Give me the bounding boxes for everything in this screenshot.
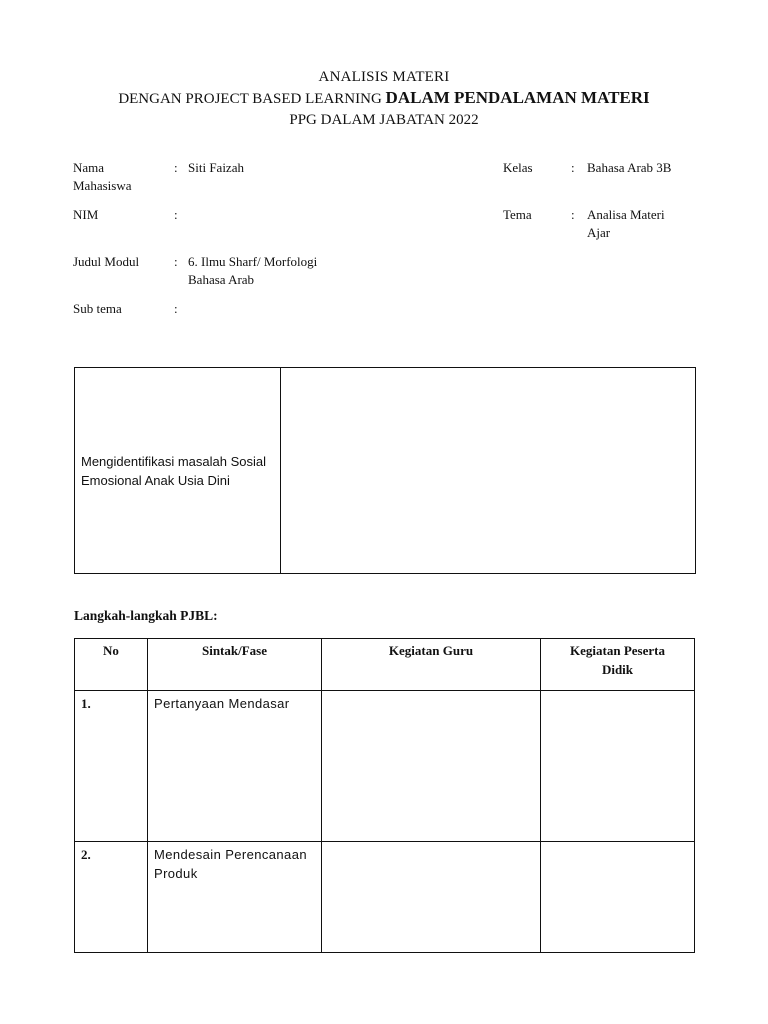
tema-value-2: Ajar — [587, 225, 611, 240]
title-line-2-bold: DALAM PENDALAMAN MATERI — [385, 88, 650, 107]
title-line-2-normal: DENGAN PROJECT BASED LEARNING — [118, 91, 386, 107]
analysis-box-label — [75, 368, 281, 574]
analysis-box — [74, 367, 696, 574]
nama-value: Siti Faizah — [188, 160, 244, 175]
table-row — [75, 842, 695, 953]
header-kegiatan-peserta-line-2: Didik — [601, 662, 634, 677]
tema-value: Analisa Materi — [587, 207, 665, 222]
row-phase-line-2: Produk — [154, 866, 198, 881]
title-line-3: PPG DALAM JABATAN 2022 — [289, 112, 479, 128]
analysis-box-label-line-1: Mengidentifikasi masalah Sosial — [81, 453, 266, 469]
nim-colon: : — [174, 207, 178, 222]
sub-tema-label: Sub tema — [73, 301, 122, 316]
row-kegiatan-peserta — [541, 691, 695, 842]
row-phase: Pertanyaan Mendasar — [148, 691, 322, 842]
row-phase — [148, 842, 322, 953]
row-no: 1. — [75, 691, 148, 842]
tema-colon: : — [571, 207, 575, 222]
pjbl-table — [74, 638, 695, 953]
row-kegiatan-guru — [322, 691, 541, 842]
header-sintak: Sintak/Fase — [148, 639, 322, 691]
analysis-box-content — [281, 368, 696, 574]
sub-tema-colon: : — [174, 301, 178, 316]
nama-label: Nama — [73, 160, 105, 175]
nama-colon: : — [174, 160, 178, 175]
nim-label: NIM — [73, 207, 99, 222]
kelas-value: Bahasa Arab 3B — [587, 160, 672, 175]
tema-label: Tema — [503, 207, 532, 222]
header-kegiatan-peserta — [541, 639, 695, 691]
header-no: No — [75, 639, 148, 691]
student-info — [0, 0, 768, 330]
title-line-1: ANALISIS MATERI — [318, 69, 450, 85]
row-phase-line-1: Mendesain Perencanaan — [154, 847, 307, 862]
judul-modul-colon: : — [174, 254, 178, 269]
pjbl-heading: Langkah-langkah PJBL: — [74, 608, 218, 623]
judul-modul-label: Judul Modul — [73, 254, 140, 269]
judul-modul-value: 6. Ilmu Sharf/ Morfologi — [188, 254, 318, 269]
row-no: 2. — [75, 842, 148, 953]
analysis-box-label-line-2: Emosional Anak Usia Dini — [81, 472, 230, 488]
row-kegiatan-guru — [322, 842, 541, 953]
header-kegiatan-guru: Kegiatan Guru — [322, 639, 541, 691]
nama-label-2: Mahasiswa — [73, 178, 132, 193]
pjbl-header-row — [75, 639, 695, 691]
kelas-label: Kelas — [503, 160, 533, 175]
row-kegiatan-peserta — [541, 842, 695, 953]
judul-modul-value-2: Bahasa Arab — [188, 272, 255, 287]
header-kegiatan-peserta-line-1: Kegiatan Peserta — [570, 643, 665, 658]
table-row — [75, 691, 695, 842]
kelas-colon: : — [571, 160, 575, 175]
